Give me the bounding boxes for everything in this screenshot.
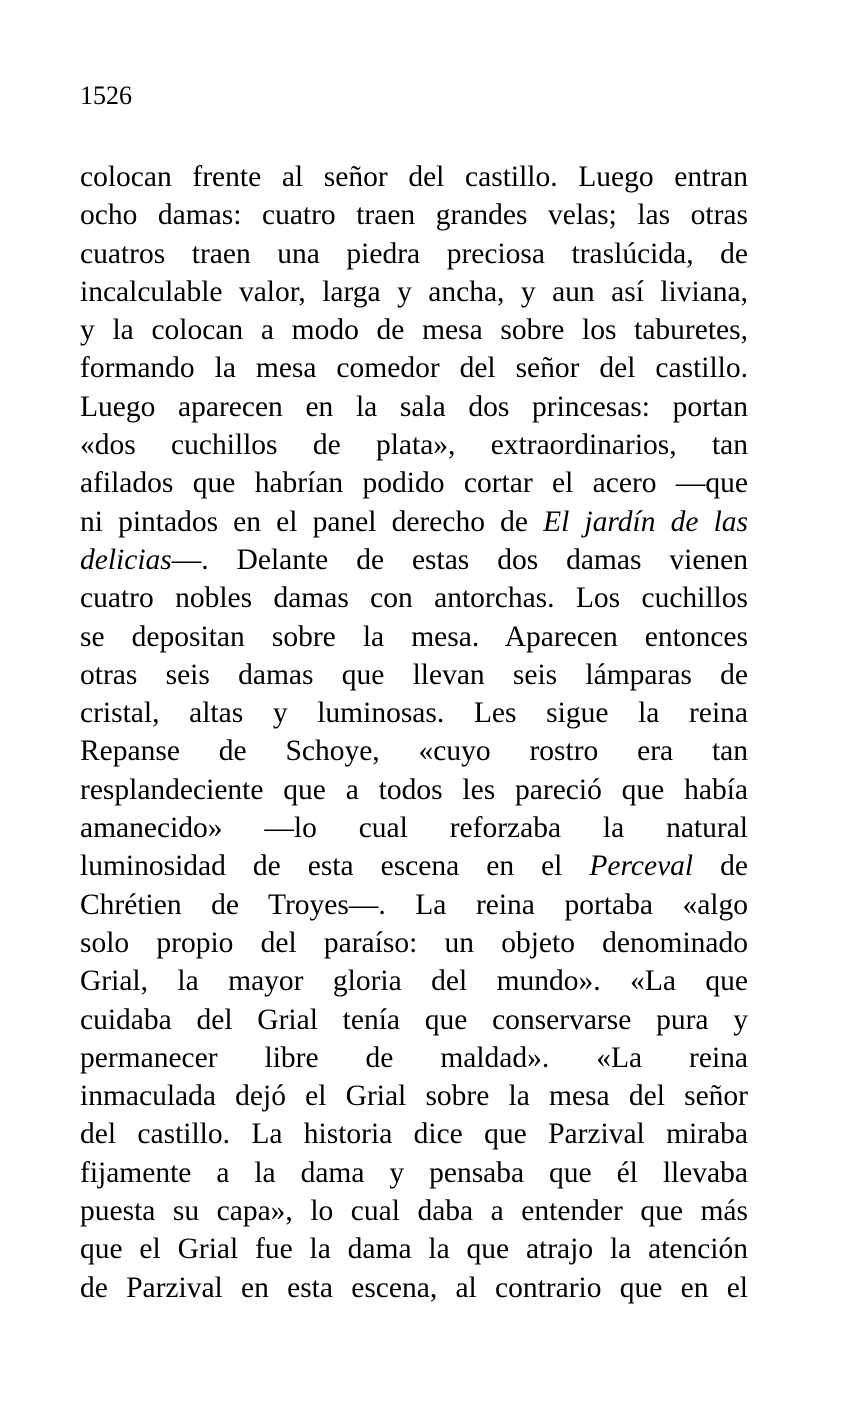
text-line: afilados que habrían podido cortar el acero —que [80,467,748,500]
text-line: cristal, altas y luminosas. Les sigue la reina [80,697,748,730]
text-fragment: de [693,850,748,883]
text-line: otras seis damas que llevan seis lámparas de [80,658,748,691]
text-line: inmaculada dejó el Grial sobre la mesa del señor [80,1080,748,1113]
text-line: formando la mesa comedor del señor del castillo. [80,352,748,385]
text-line: del castillo. La historia dice que Parzival miraba [80,1118,748,1151]
text-line: Luego aparecen en la sala dos princesas: portan [80,390,748,423]
text-line: colocan frente al señor del castillo. Luego entran [80,161,748,193]
text-line: cuatros traen una piedra preciosa traslúcida, de [80,237,748,270]
text-line: fijamente a la dama y pensaba que él llevaba [80,1156,748,1189]
text-line: Grial, la mayor gloria del mundo». «La que [80,965,748,998]
text-line: solo propio del paraíso: un objeto denominado [80,926,748,959]
artwork-title: El jardín de las [543,505,748,538]
text-line: permanecer libre de maldad». «La reina [80,1041,748,1074]
text-line: Chrétien de Troyes—. La reina portaba «algo [80,888,748,921]
text-fragment: —. Delante de estas dos damas vienen [171,543,748,576]
text-line: amanecido» —lo cual reforzaba la natural [80,812,748,845]
artwork-title-continued: delicias [80,543,172,576]
page-number: 1526 [80,81,132,110]
body-text [80,158,748,1307]
work-title: Perceval [589,850,694,883]
text-line: y la colocan a modo de mesa sobre los taburetes, [80,314,748,347]
text-line: resplandeciente que a todos les pareció que había [80,773,748,806]
text-line: que el Grial fue la dama la que atrajo la atención [80,1233,748,1266]
text-line: Repanse de Schoye, «cuyo rostro era tan [80,735,748,768]
text-fragment: luminosidad de esta escena en el [80,850,590,883]
text-line: puesta su capa», lo cual daba a entender que más [80,1195,748,1228]
text-line: incalculable valor, larga y ancha, y aun así liviana, [80,275,748,308]
text-line [80,503,748,541]
text-line: se depositan sobre la mesa. Aparecen entonces [80,620,748,653]
text-line: cuidaba del Grial tenía que conservarse pura y [80,1003,748,1036]
text-line: ocho damas: cuatro traen grandes velas; las otras [80,199,748,232]
text-line: «dos cuchillos de plata», extraordinarios, tan [80,429,748,462]
text-line: cuatro nobles damas con antorchas. Los cuchillos [80,582,748,615]
text-line [80,541,748,579]
text-line: de Parzival en esta escena, al contrario que en el [80,1271,748,1304]
text-line [80,847,748,885]
text-fragment: ni pintados en el panel derecho de [80,505,544,538]
